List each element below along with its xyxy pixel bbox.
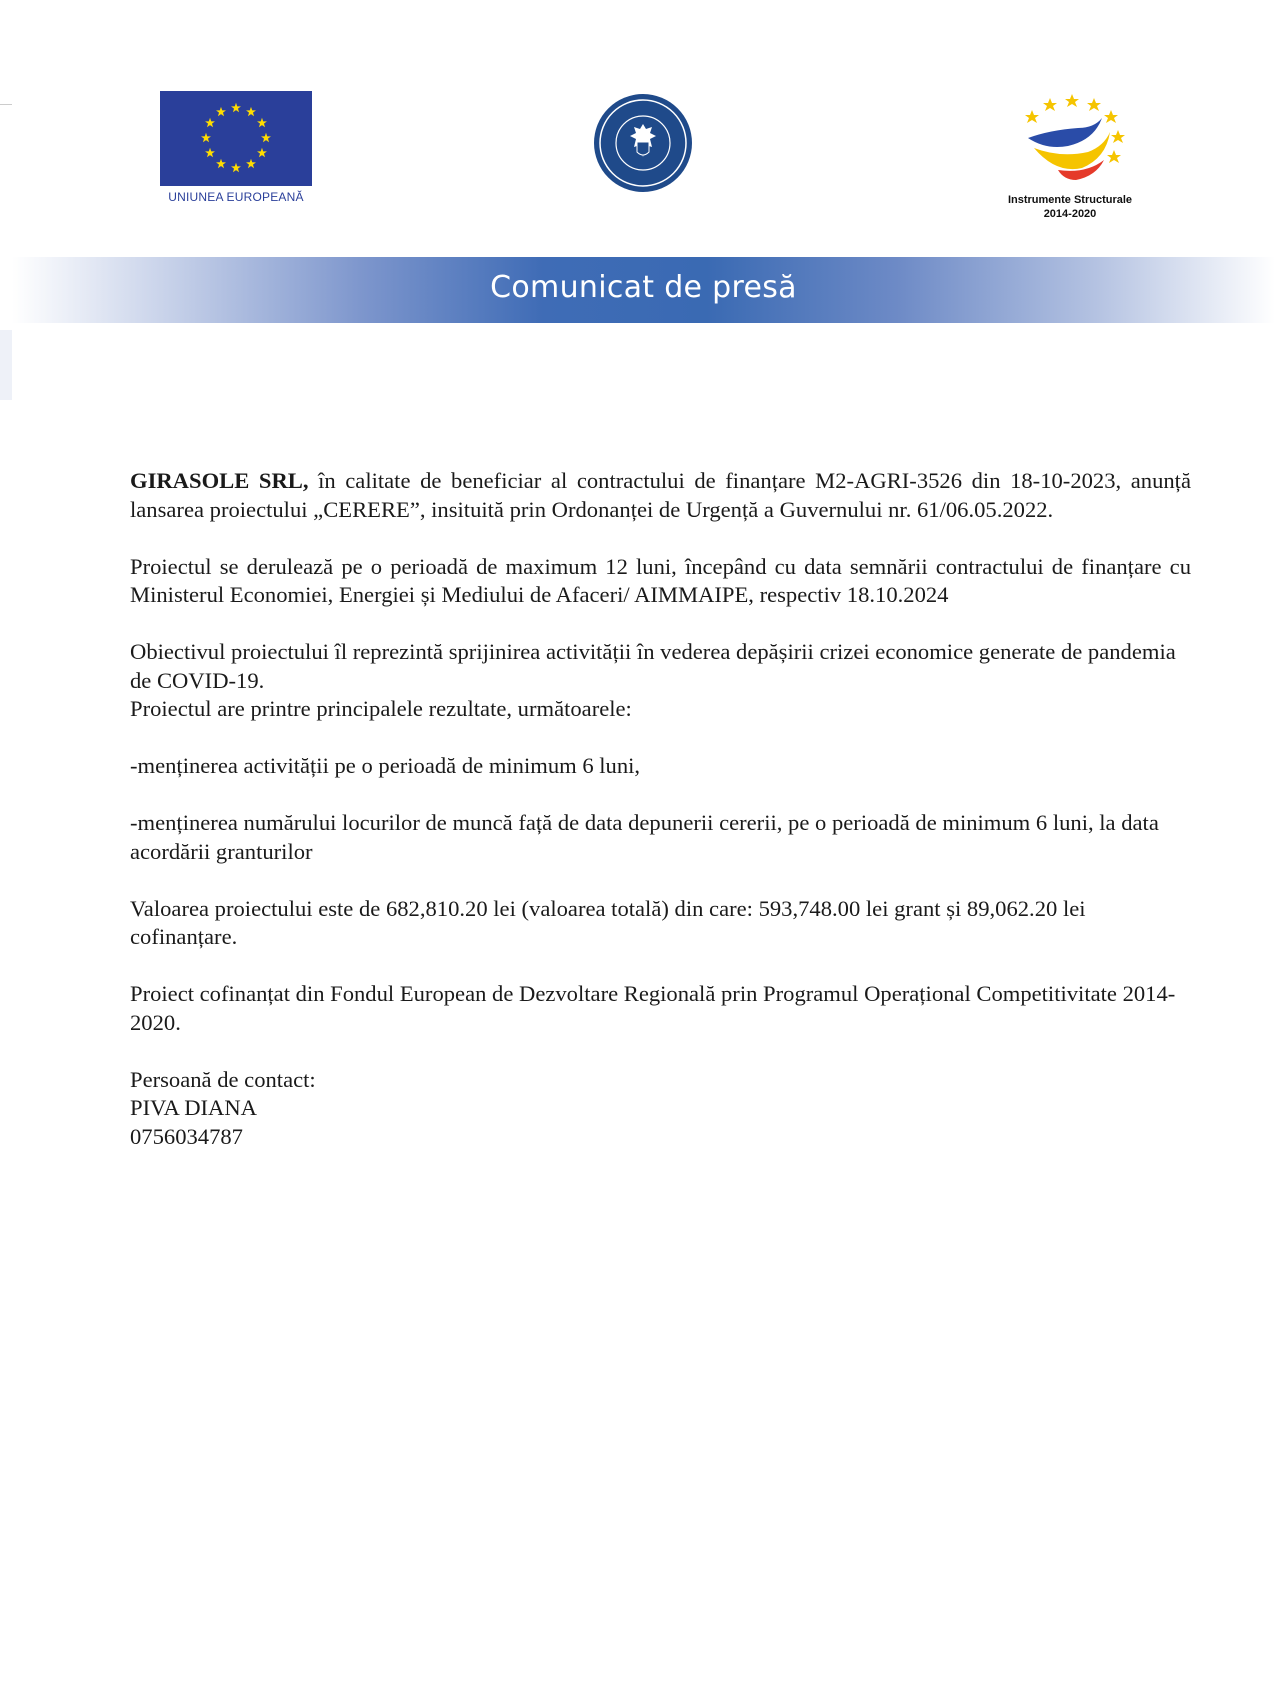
eu-flag [160, 91, 312, 186]
eu-star-icon [246, 159, 256, 168]
paragraph-cofinancing: Proiect cofinanțat din Fondul European de Dezvoltare Regională prin Programul Operațional Competitivitate 2014-2020. [130, 981, 1176, 1035]
contact-block [130, 1066, 1191, 1152]
paragraph-value: Valoarea proiectului este de 682,810.20 lei (valoarea totală) din care: 593,748.00 lei grant și 89,062.20 lei cofinanțare. [130, 895, 1086, 949]
eu-star-icon [216, 107, 226, 116]
eu-star-icon [257, 148, 267, 157]
paragraph-objective: Obiectivul proiectului îl reprezintă sprijinirea activității în vederea depășirii crizei economice generate de pandemia de COVID-19. [130, 639, 1176, 693]
eu-star-icon [205, 118, 215, 127]
eu-star-icon [246, 107, 256, 116]
eu-logo [160, 91, 312, 204]
structural-instruments-icon [990, 88, 1150, 188]
banner-title: Comunicat de presă [490, 270, 797, 305]
paragraph-duration: Proiectul se derulează pe o perioadă de maximum 12 luni, începând cu data semnării contractului de finanțare cu Ministerul Economiei, Energiei și Mediului de Afaceri/ AIMMAIPE, respectiv 18.10.2024 [130, 553, 1191, 607]
contact-phone: 0756034787 [130, 1123, 243, 1149]
instrumente-structurale-logo [990, 88, 1150, 221]
eu-star-icon [231, 163, 241, 172]
company-name: GIRASOLE SRL, [130, 468, 309, 493]
paragraph-intro [130, 467, 1191, 524]
result-item-jobs: -menținerea numărului locurilor de muncă față de data depunerii cererii, pe o perioadă de minimum 6 luni, la data acordării granturilor [130, 810, 1159, 864]
intro-text: în calitate de beneficiar al contractului de finanțare M2-AGRI-3526 din 18-10-2023, anunță lansarea proiectului „CERERE”, insituită prin Ordonanței de Urgență a Guvernului nr. 61/06.05.2022. [130, 468, 1191, 522]
eu-star-icon [201, 133, 211, 142]
paragraph-results-intro: Proiectul are printre principalele rezultate, următoarele: [130, 696, 632, 721]
contact-label: Persoană de contact: [130, 1066, 316, 1092]
edge-line [0, 104, 12, 105]
is-caption-line2: 2014-2020 [1043, 208, 1097, 220]
result-item-activity: -menținerea activității pe o perioadă de minimum 6 luni, [130, 753, 641, 778]
press-release-body [130, 467, 1191, 1180]
is-caption-line1: Instrumente Structurale [1007, 194, 1133, 206]
edge-mark [0, 330, 12, 400]
eu-star-icon [231, 103, 241, 112]
eu-star-icon [216, 159, 226, 168]
contact-name: PIVA DIANA [130, 1095, 258, 1120]
press-release-banner [12, 257, 1275, 323]
eu-star-icon [261, 133, 271, 142]
gov-romania-logo [592, 92, 694, 194]
eu-star-icon [257, 118, 267, 127]
eu-star-icon [205, 148, 215, 157]
gov-seal-icon [592, 92, 694, 194]
eu-caption: UNIUNEA EUROPEANĂ [168, 190, 304, 204]
eu-stars-icon [160, 91, 312, 186]
